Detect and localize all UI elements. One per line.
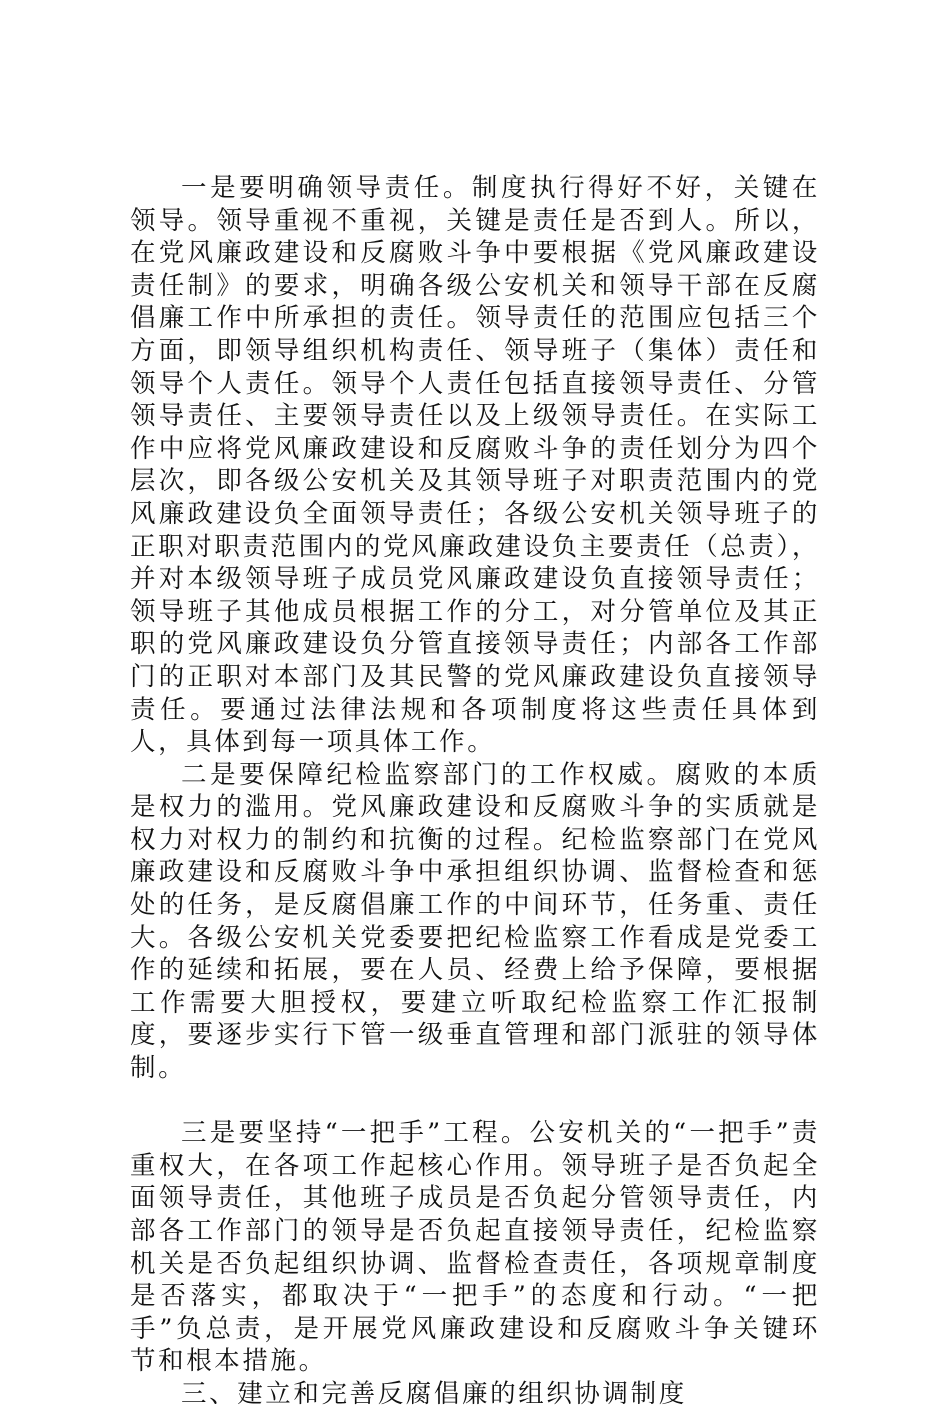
paragraph-discipline-authority: 二是要保障纪检监察部门的工作权威。腐败的本质是权力的滥用。党风廉政建设和反腐败斗争的实质就是权力对权力的制约和抗衡的过程。纪检监察部门在党风廉政建设和反腐败斗争中承担组织协调、监督检查和惩处的任务，是反腐倡廉工作的中间环节，任务重、责任大。各级公安机关党委要把纪检监察工作看成是党委工作的延续和拓展，要在人员、经费上给予保障，要根据工作需要大胆授权，要建立听取纪检监察工作汇报制度，要逐步实行下管一级垂直管理和部门派驻的领导体制。 [130, 759, 820, 1084]
paragraph-top-leader-project: 三是要坚持“一把手”工程。公安机关的“一把手”责重权大，在各项工作起核心作用。领导班子是否负起全面领导责任，其他班子成员是否负起分管领导责任，内部各工作部门的领导是否负起直接领导责任，纪检监察机关是否负起组织协调、监督检查责任，各项规章制度是否落实，都取决于“一把手”的态度和行动。“一把手”负总责，是开展党风廉政建设和反腐败斗争关键环节和根本措施。 [130, 1118, 820, 1377]
paragraph-leadership-responsibility: 一是要明确领导责任。制度执行得好不好，关键在领导。领导重视不重视，关键是责任是否到人。所以，在党风廉政建设和反腐败斗争中要根据《党风廉政建设责任制》的要求，明确各级公安机关和领导干部在反腐倡廉工作中所承担的责任。领导责任的范围应包括三个方面，即领导组织机构责任、领导班子（集体）责任和领导个人责任。领导个人责任包括直接领导责任、分管领导责任、主要领导责任以及上级领导责任。在实际工作中应将党风廉政建设和反腐败斗争的责任划分为四个层次，即各级公安机关及其领导班子对职责范围内的党风廉政建设负全面领导责任；各级公安机关领导班子的正职对职责范围内的党风廉政建设负主要责任（总责），并对本级领导班子成员党风廉政建设负直接领导责任；领导班子其他成员根据工作的分工，对分管单位及其正职的党风廉政建设负分管直接领导责任；内部各工作部门的正职对本部门及其民警的党风廉政建设负直接领导责任。要通过法律法规和各项制度将这些责任具体到人，具体到每一项具体工作。 [130, 173, 820, 758]
section-heading-coordination-system: 三、建立和完善反腐倡廉的组织协调制度 [181, 1378, 687, 1409]
document-body [130, 172, 820, 1411]
